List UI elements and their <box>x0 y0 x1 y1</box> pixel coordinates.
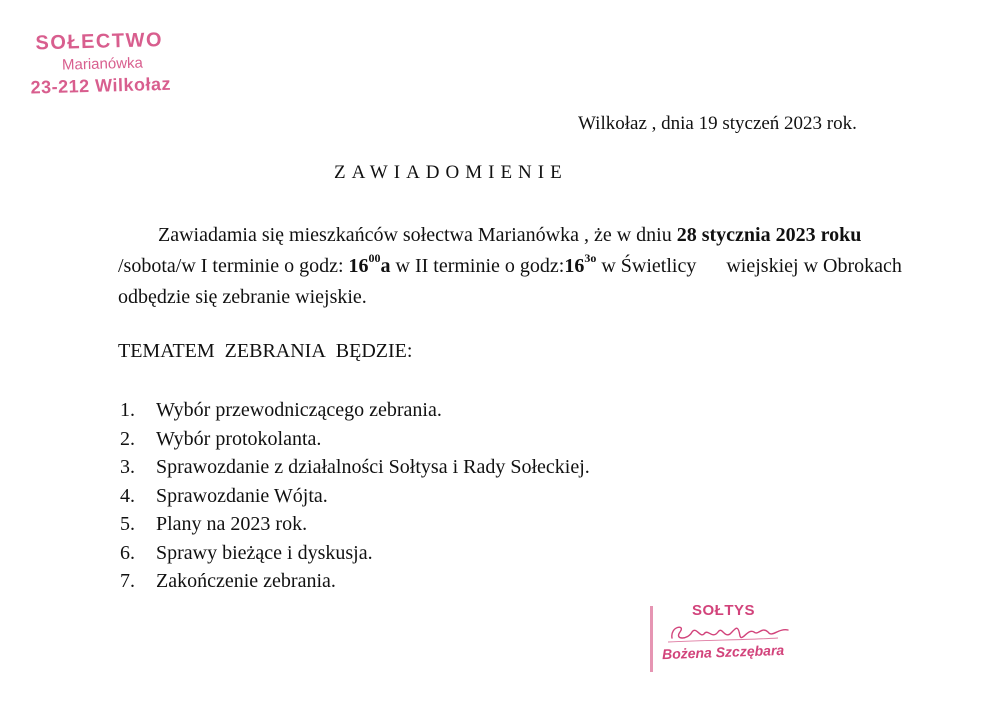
agenda-item: 4. Sprawozdanie Wójta. <box>120 484 328 507</box>
village-office-stamp <box>29 28 221 99</box>
stamp-role: SOŁTYS <box>692 602 756 619</box>
agenda-heading: TEMATEM ZEBRANIA BĘDZIE: <box>118 340 413 362</box>
agenda-item: 3. Sprawozdanie z działalności Sołtysa i Rady Sołeckiej. <box>120 456 590 478</box>
agenda-item: 2. Wybór protokolanta. <box>120 427 322 450</box>
stamp-line-office: SOŁECTWO <box>35 29 164 55</box>
notice-text-2: /sobota/w I terminie o godz: <box>118 255 349 277</box>
meeting-date: 28 stycznia 2023 roku <box>676 224 862 246</box>
agenda-list <box>120 396 590 596</box>
village-head-stamp <box>646 600 816 680</box>
document-title: ZAWIADOMIENIE <box>334 162 568 183</box>
notice-text-4: w Świetlicy <box>596 255 697 277</box>
first-term-time: $16^{00}a$ <box>348 251 391 277</box>
notice-paragraph <box>118 220 938 313</box>
stamp-line-postal: 23-212 Wilkołaz <box>30 73 172 98</box>
date-line: Wilkołaz , dnia 19 styczeń 2023 rok. <box>578 113 857 134</box>
agenda-item: 6. Sprawy bieżące i dyskusja. <box>120 541 373 564</box>
stamp-name: Bożena Szczębara <box>661 641 785 663</box>
notice-text-1: Zawiadamia się mieszkańców sołectwa Marianówka , że w dniu <box>158 224 677 246</box>
second-term-time: $16^{3o}$ <box>564 251 597 277</box>
agenda-item: 5. Plany na 2023 rok. <box>120 513 308 535</box>
notice-text-3: w II terminie o godz: <box>390 255 565 277</box>
notice-text-5: wiejskiej w Obrokach odbędzie się zebranie wiejskie. <box>118 255 902 308</box>
agenda-item: 7. Zakończenie zebrania. <box>120 570 336 592</box>
stamp-edge <box>650 606 653 672</box>
stamp-line-village: Marianówka <box>61 54 144 74</box>
agenda-item: 1. Wybór przewodniczącego zebrania. <box>120 399 442 421</box>
